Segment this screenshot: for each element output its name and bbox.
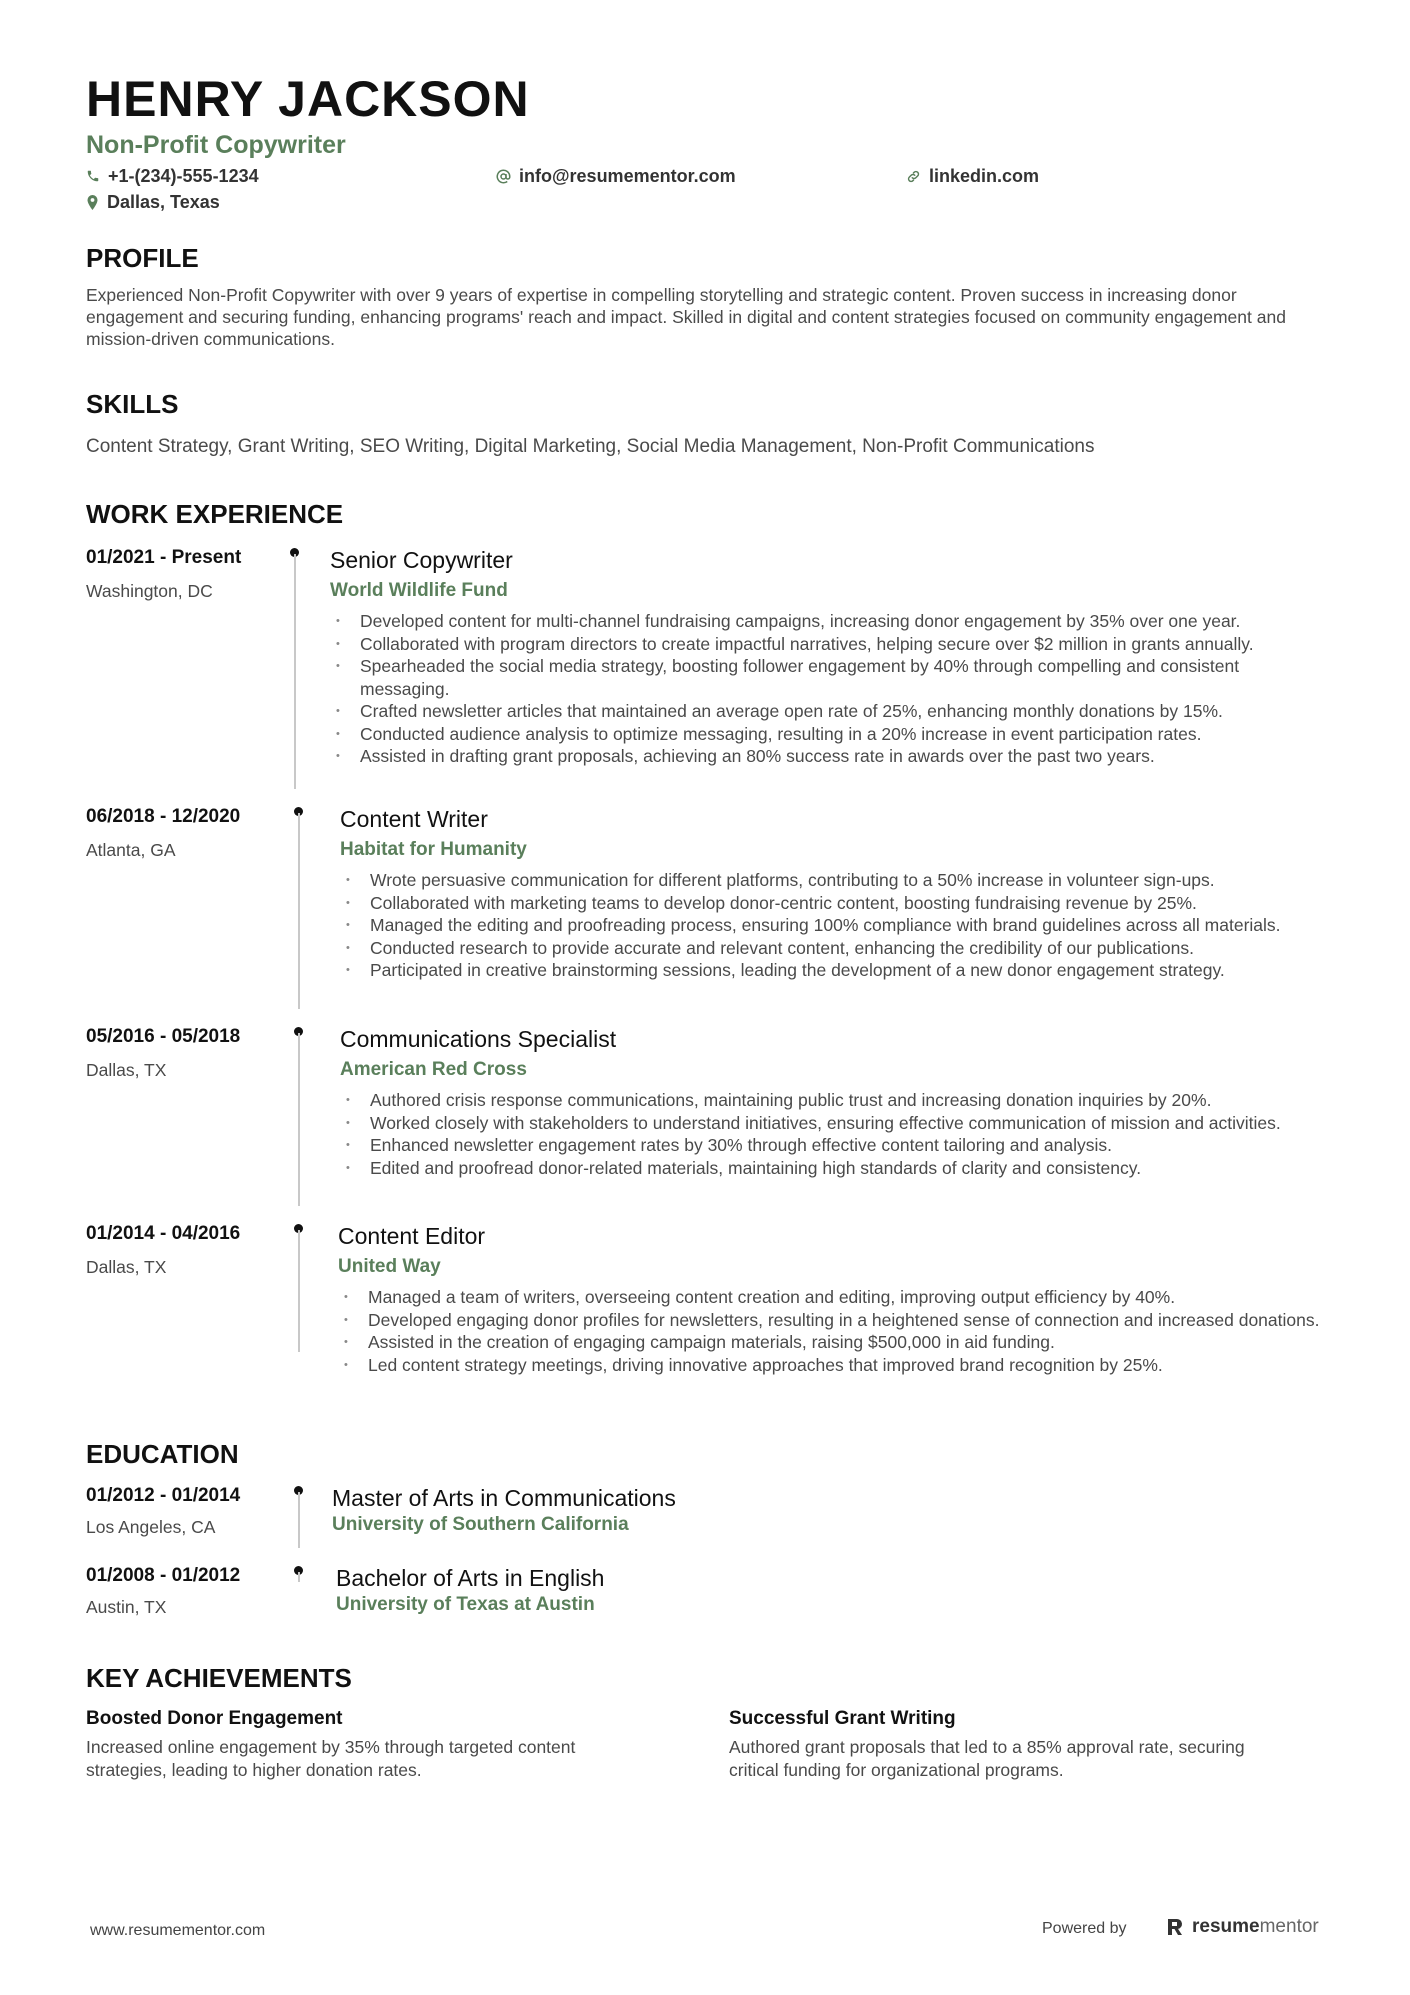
resume-page	[86, 70, 1331, 1782]
job-entry	[86, 1222, 1331, 1402]
link-icon	[906, 169, 921, 184]
degree: Bachelor of Arts in English	[336, 1565, 605, 1591]
job-details	[340, 805, 1331, 1009]
job-details	[330, 546, 1331, 789]
list-item: • Managed the editing and proofreading process, ensuring 100% compliance with brand guidelines across all materials.	[340, 914, 1331, 937]
list-item: • Collaborated with program directors to create impactful narratives, helping secure over $2 million in grants annually.	[330, 633, 1331, 656]
skills-heading: SKILLS	[86, 389, 179, 419]
list-item: • Collaborated with marketing teams to develop donor-centric content, boosting fundraising revenue by 25%.	[340, 892, 1331, 915]
profile-heading: PROFILE	[86, 243, 199, 273]
achievements-section	[86, 1662, 1331, 1782]
email-text: info@resumementor.com	[519, 166, 736, 186]
resumementor-logo-icon	[1166, 1917, 1184, 1937]
education-details	[332, 1484, 1331, 1562]
list-item: • Crafted newsletter articles that maintained an average open rate of 25%, enhancing monthly donations by 15%.	[330, 700, 1331, 723]
timeline-line	[298, 813, 300, 1009]
timeline-line	[298, 1230, 300, 1352]
brand-name-bold: resume	[1192, 1916, 1260, 1937]
list-item: • Authored crisis response communications, maintaining public trust and increasing donation inquiries by 20%.	[340, 1089, 1331, 1112]
contact-linkedin[interactable]	[906, 166, 1316, 186]
at-icon	[496, 169, 511, 184]
footer-website-link[interactable]: www.resumementor.com	[90, 1922, 266, 1939]
skills-section	[86, 388, 1331, 458]
achievements-heading: KEY ACHIEVEMENTS	[86, 1663, 352, 1693]
timeline	[296, 1564, 336, 1624]
page-footer	[90, 1918, 1330, 1948]
achievements-grid	[86, 1708, 1331, 1782]
list-item: • Worked closely with stakeholders to understand initiatives, ensuring effective communication of mission and activities.	[340, 1112, 1331, 1135]
job-details	[340, 1025, 1331, 1206]
list-item: • Managed a team of writers, overseeing content creation and editing, improving output efficiency by 40%.	[338, 1286, 1331, 1309]
job-role: Content Writer	[340, 806, 488, 832]
job-dates: 01/2014 - 04/2016	[86, 1223, 241, 1244]
job-meta	[86, 1222, 292, 1402]
job-location: Dallas, TX	[86, 1257, 167, 1277]
education-entry	[86, 1564, 1331, 1624]
linkedin-text: linkedin.com	[929, 166, 1040, 186]
education-details	[336, 1564, 1331, 1624]
brand-logo[interactable]	[1166, 1916, 1319, 1938]
timeline-line	[294, 554, 296, 789]
work-heading: WORK EXPERIENCE	[86, 499, 344, 529]
job-entry	[86, 1025, 1331, 1206]
work-experience-section	[86, 498, 1331, 1402]
list-item: • Developed engaging donor profiles for newsletters, resulting in a heightened sense of connection and increased donations.	[338, 1309, 1331, 1332]
achievement-title: Successful Grant Writing	[729, 1708, 956, 1729]
list-item: • Led content strategy meetings, driving innovative approaches that improved brand recognition by 25%.	[338, 1354, 1331, 1377]
education-meta	[86, 1564, 292, 1624]
job-bullets	[340, 1089, 1331, 1179]
job-meta	[86, 1025, 292, 1206]
job-role: Communications Specialist	[340, 1026, 617, 1052]
job-dates: 01/2021 - Present	[86, 547, 242, 568]
education-dates: 01/2012 - 01/2014	[86, 1485, 241, 1506]
achievement-description: Authored grant proposals that led to a 85% approval rate, securing critical funding for organizational programs.	[729, 1737, 1245, 1780]
school: University of Texas at Austin	[336, 1594, 595, 1615]
achievement-item	[86, 1708, 729, 1782]
job-organization: World Wildlife Fund	[330, 580, 508, 601]
job-dates: 05/2016 - 05/2018	[86, 1026, 241, 1047]
job-title: Non-Profit Copywriter	[86, 131, 346, 159]
job-role: Content Editor	[338, 1223, 486, 1249]
list-item: • Enhanced newsletter engagement rates by 30% through effective content tailoring and analysis.	[340, 1134, 1331, 1157]
list-item: • Edited and proofread donor-related materials, maintaining high standards of clarity and consistency.	[340, 1157, 1331, 1180]
location-text: Dallas, Texas	[107, 192, 220, 212]
job-location: Atlanta, GA	[86, 840, 176, 860]
job-dates: 06/2018 - 12/2020	[86, 806, 241, 827]
profile-text: Experienced Non-Profit Copywriter with over 9 years of expertise in compelling storytelling and strategic content. Proven success in increasing donor engagement and securing funding, enhancing programs' reach and impact. Skilled in digital and content strategies focused on community engagement and mission-driven communications.	[86, 285, 1286, 349]
job-entry	[86, 546, 1331, 789]
education-dates: 01/2008 - 01/2012	[86, 1565, 241, 1586]
job-organization: American Red Cross	[340, 1059, 527, 1080]
list-item: • Assisted in the creation of engaging campaign materials, raising $500,000 in aid funding.	[338, 1331, 1331, 1354]
list-item: • Conducted audience analysis to optimize messaging, resulting in a 20% increase in event participation rates.	[330, 723, 1331, 746]
job-details	[338, 1222, 1331, 1402]
phone-icon	[86, 169, 100, 183]
education-location: Austin, TX	[86, 1597, 167, 1617]
list-item: • Participated in creative brainstorming sessions, leading the development of a new donor engagement strategy.	[340, 959, 1331, 982]
candidate-name: HENRY JACKSON	[86, 71, 530, 127]
location-pin-icon	[86, 195, 99, 210]
job-bullets	[338, 1286, 1331, 1376]
timeline	[296, 805, 340, 1009]
school: University of Southern California	[332, 1514, 629, 1535]
job-organization: United Way	[338, 1256, 441, 1277]
contact-location	[86, 192, 496, 212]
job-meta	[86, 546, 292, 789]
job-meta	[86, 805, 292, 1009]
education-meta	[86, 1484, 292, 1562]
contact-phone[interactable]	[86, 166, 496, 186]
timeline-line	[298, 1572, 300, 1582]
job-organization: Habitat for Humanity	[340, 839, 527, 860]
timeline	[296, 1222, 338, 1402]
job-location: Washington, DC	[86, 581, 213, 601]
timeline	[292, 546, 330, 789]
list-item: • Assisted in drafting grant proposals, achieving an 80% success rate in awards over the past two years.	[330, 745, 1331, 768]
brand-name-light: mentor	[1259, 1916, 1319, 1937]
list-item: • Spearheaded the social media strategy, boosting follower engagement by 40% through compelling and consistent messaging.	[330, 655, 1331, 700]
powered-by-label: Powered by	[1042, 1920, 1127, 1937]
education-heading: EDUCATION	[86, 1439, 239, 1469]
timeline	[296, 1025, 340, 1206]
list-item: • Wrote persuasive communication for different platforms, contributing to a 50% increase in volunteer sign-ups.	[340, 869, 1331, 892]
phone-text: +1-(234)-555-1234	[108, 166, 259, 186]
job-role: Senior Copywriter	[330, 547, 513, 573]
timeline-line	[298, 1492, 300, 1548]
achievement-item	[729, 1708, 1329, 1782]
contact-email[interactable]	[496, 166, 906, 186]
job-entry	[86, 805, 1331, 1009]
timeline-line	[298, 1033, 300, 1206]
profile-section	[86, 242, 1331, 350]
achievement-description: Increased online engagement by 35% through targeted content strategies, leading to higher donation rates.	[86, 1737, 576, 1780]
job-bullets	[340, 869, 1331, 982]
list-item: • Conducted research to provide accurate and relevant content, enhancing the credibility of our publications.	[340, 937, 1331, 960]
achievement-title: Boosted Donor Engagement	[86, 1708, 343, 1729]
education-location: Los Angeles, CA	[86, 1517, 216, 1537]
list-item: • Developed content for multi-channel fundraising campaigns, increasing donor engagement by 35% over one year.	[330, 610, 1331, 633]
degree: Master of Arts in Communications	[332, 1485, 676, 1511]
skills-text: Content Strategy, Grant Writing, SEO Writing, Digital Marketing, Social Media Management, Non-Profit Communications	[86, 436, 1095, 457]
contact-info	[86, 166, 1331, 212]
job-location: Dallas, TX	[86, 1060, 167, 1080]
education-section	[86, 1438, 1331, 1624]
education-entry	[86, 1484, 1331, 1562]
job-bullets	[330, 610, 1331, 768]
timeline	[296, 1484, 332, 1562]
